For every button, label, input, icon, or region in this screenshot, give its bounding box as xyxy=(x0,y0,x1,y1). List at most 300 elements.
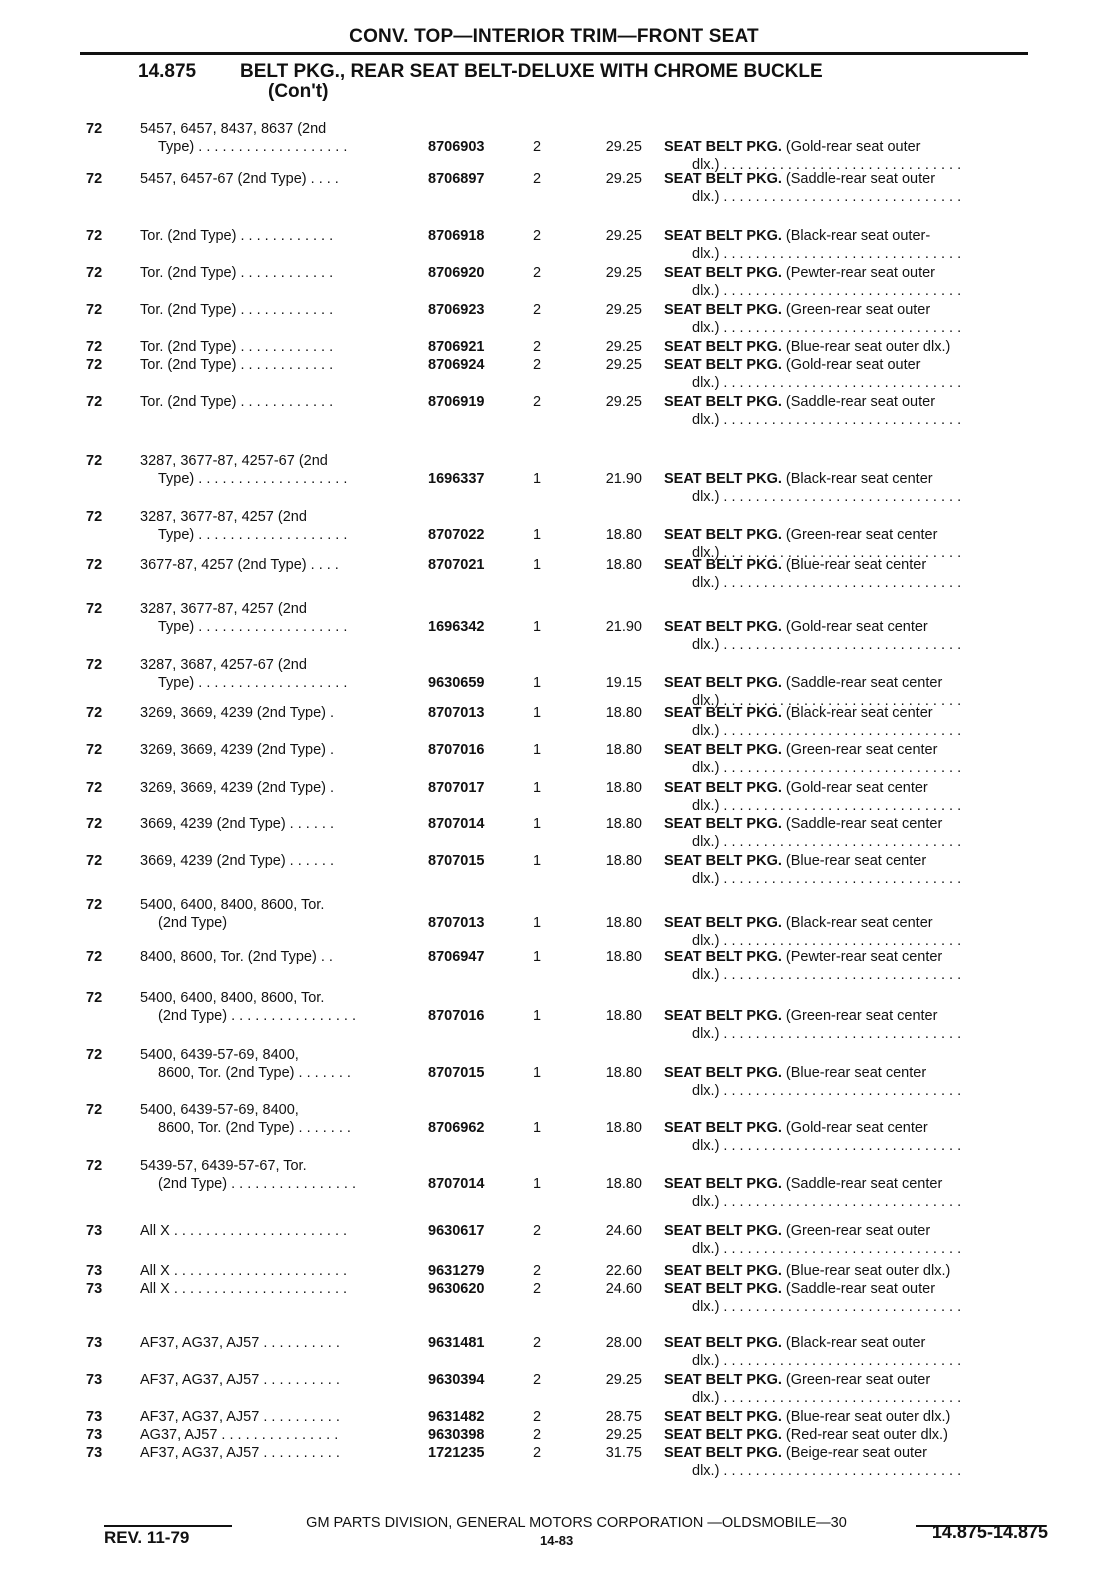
quantity: 1 xyxy=(533,1008,542,1024)
application-line1: Tor. (2nd Type) . . . . . . . . . . . . xyxy=(140,302,334,318)
part-number: 8706920 xyxy=(428,265,485,281)
quantity: 1 xyxy=(533,915,542,931)
description-cell xyxy=(664,470,1054,506)
part-number: 8707022 xyxy=(428,527,485,543)
application-line1: Tor. (2nd Type) . . . . . . . . . . . . xyxy=(140,228,334,244)
quantity: 1 xyxy=(533,705,542,721)
part-number: 8707016 xyxy=(428,1008,485,1024)
part-number: 9631279 xyxy=(428,1263,485,1279)
part-number: 8707013 xyxy=(428,705,485,721)
group-number: 72 xyxy=(86,657,103,673)
description-line2: dlx.) . . . . . . . . . . . . . . . . . . . . . . . . . . . . . . xyxy=(692,1138,962,1154)
group-number: 72 xyxy=(86,453,103,469)
group-number: 73 xyxy=(86,1223,103,1239)
part-number: 8706947 xyxy=(428,949,485,965)
application-line1: 5400, 6400, 8400, 8600, Tor. xyxy=(140,990,325,1006)
application-line2: Type) . . . . . . . . . . . . . . . . . . . xyxy=(158,675,348,691)
description-title: SEAT BELT PKG. xyxy=(664,780,782,796)
description-title: SEAT BELT PKG. xyxy=(664,1281,782,1297)
group-number: 73 xyxy=(86,1372,103,1388)
description-detail: (Gold-rear seat outer xyxy=(781,139,921,155)
description-title: SEAT BELT PKG. xyxy=(664,1176,782,1192)
section-continued: (Con't) xyxy=(268,81,329,102)
description-title: SEAT BELT PKG. xyxy=(664,1008,782,1024)
part-number: 8707021 xyxy=(428,557,485,573)
description-line2: dlx.) . . . . . . . . . . . . . . . . . . . . . . . . . . . . . . xyxy=(692,1299,962,1315)
application-cell xyxy=(140,301,416,319)
quantity: 1 xyxy=(533,675,542,691)
description-title: SEAT BELT PKG. xyxy=(664,1120,782,1136)
description-cell xyxy=(664,393,1054,429)
part-number: 9630617 xyxy=(428,1223,485,1239)
quantity: 1 xyxy=(533,1065,542,1081)
description-cell xyxy=(664,741,1054,777)
price: 29.25 xyxy=(605,302,642,318)
group-number: 73 xyxy=(86,1427,103,1443)
application-cell xyxy=(140,741,416,759)
description-title: SEAT BELT PKG. xyxy=(664,527,782,543)
application-cell xyxy=(140,1262,416,1280)
group-number: 72 xyxy=(86,339,103,355)
description-line2: dlx.) . . . . . . . . . . . . . . . . . . . . . . . . . . . . . . xyxy=(692,967,962,983)
description-detail: (Green-rear seat center xyxy=(781,1008,938,1024)
description-line2: dlx.) . . . . . . . . . . . . . . . . . . . . . . . . . . . . . . xyxy=(692,1194,962,1210)
part-number: 8707013 xyxy=(428,915,485,931)
description-cell xyxy=(664,1064,1054,1100)
group-number: 72 xyxy=(86,780,103,796)
application-cell xyxy=(140,896,416,932)
description-cell xyxy=(664,815,1054,851)
description-detail: (Saddle-rear seat outer xyxy=(781,1281,936,1297)
description-detail: (Black-rear seat outer- xyxy=(781,228,931,244)
description-line2: dlx.) . . . . . . . . . . . . . . . . . . . . . . . . . . . . . . xyxy=(692,1026,962,1042)
part-number: 9631481 xyxy=(428,1335,485,1351)
application-line1: 3287, 3677-87, 4257-67 (2nd xyxy=(140,453,328,469)
application-line1: Tor. (2nd Type) . . . . . . . . . . . . xyxy=(140,339,334,355)
price: 18.80 xyxy=(605,915,642,931)
quantity: 1 xyxy=(533,780,542,796)
description-cell xyxy=(664,556,1054,592)
group-number: 72 xyxy=(86,171,103,187)
quantity: 2 xyxy=(533,357,542,373)
application-cell xyxy=(140,600,416,636)
application-line1: 3669, 4239 (2nd Type) . . . . . . xyxy=(140,853,334,869)
description-title: SEAT BELT PKG. xyxy=(664,742,782,758)
quantity: 1 xyxy=(533,527,542,543)
application-line1: AF37, AG37, AJ57 . . . . . . . . . . xyxy=(140,1372,340,1388)
price: 24.60 xyxy=(605,1281,642,1297)
part-number: 1696337 xyxy=(428,471,485,487)
application-cell xyxy=(140,1371,416,1389)
application-line1: All X . . . . . . . . . . . . . . . . . . . . . . xyxy=(140,1281,348,1297)
description-cell xyxy=(664,338,1054,356)
quantity: 1 xyxy=(533,1176,542,1192)
group-number: 72 xyxy=(86,302,103,318)
application-line2: 8600, Tor. (2nd Type) . . . . . . . xyxy=(158,1120,351,1136)
part-number: 8707016 xyxy=(428,742,485,758)
description-detail: (Blue-rear seat outer dlx.) xyxy=(781,1409,951,1425)
description-title: SEAT BELT PKG. xyxy=(664,394,782,410)
application-line1: 5439-57, 6439-57-67, Tor. xyxy=(140,1158,307,1174)
description-title: SEAT BELT PKG. xyxy=(664,1335,782,1351)
application-line1: 3677-87, 4257 (2nd Type) . . . . xyxy=(140,557,339,573)
price: 21.90 xyxy=(605,619,642,635)
group-number: 72 xyxy=(86,897,103,913)
description-line2: dlx.) . . . . . . . . . . . . . . . . . . . . . . . . . . . . . . xyxy=(692,933,962,949)
price: 21.90 xyxy=(605,471,642,487)
description-detail: (Blue-rear seat outer dlx.) xyxy=(781,1263,951,1279)
description-title: SEAT BELT PKG. xyxy=(664,171,782,187)
price: 29.25 xyxy=(605,228,642,244)
description-line2: dlx.) . . . . . . . . . . . . . . . . . . . . . . . . . . . . . . xyxy=(692,798,962,814)
page-number: 14-83 xyxy=(540,1533,574,1548)
part-number: 8706924 xyxy=(428,357,485,373)
description-line2: dlx.) . . . . . . . . . . . . . . . . . . . . . . . . . . . . . . xyxy=(692,189,962,205)
group-number: 72 xyxy=(86,816,103,832)
description-line2: dlx.) . . . . . . . . . . . . . . . . . . . . . . . . . . . . . . xyxy=(692,375,962,391)
quantity: 1 xyxy=(533,471,542,487)
description-cell xyxy=(664,1175,1054,1211)
revision-date: REV. 11-79 xyxy=(104,1528,190,1547)
group-number: 72 xyxy=(86,1102,103,1118)
description-cell xyxy=(664,1119,1054,1155)
description-detail: (Red-rear seat outer dlx.) xyxy=(781,1427,948,1443)
part-number: 8706962 xyxy=(428,1120,485,1136)
description-detail: (Gold-rear seat outer xyxy=(781,357,921,373)
description-line2: dlx.) . . . . . . . . . . . . . . . . . . . . . . . . . . . . . . xyxy=(692,871,962,887)
price: 29.25 xyxy=(605,357,642,373)
group-number: 72 xyxy=(86,1158,103,1174)
part-number: 9630394 xyxy=(428,1372,485,1388)
group-number: 72 xyxy=(86,601,103,617)
description-line2: dlx.) . . . . . . . . . . . . . . . . . . . . . . . . . . . . . . xyxy=(692,760,962,776)
description-line2: dlx.) . . . . . . . . . . . . . . . . . . . . . . . . . . . . . . xyxy=(692,320,962,336)
group-number: 72 xyxy=(86,357,103,373)
application-line1: 3269, 3669, 4239 (2nd Type) . xyxy=(140,705,335,721)
application-line1: 5400, 6400, 8400, 8600, Tor. xyxy=(140,897,325,913)
description-cell xyxy=(664,1222,1054,1258)
quantity: 1 xyxy=(533,619,542,635)
quantity: 2 xyxy=(533,1409,542,1425)
price: 29.25 xyxy=(605,339,642,355)
price: 18.80 xyxy=(605,1176,642,1192)
quantity: 1 xyxy=(533,816,542,832)
description-title: SEAT BELT PKG. xyxy=(664,1427,782,1443)
header-title: CONV. TOP—INTERIOR TRIM—FRONT SEAT xyxy=(349,26,759,47)
group-number: 72 xyxy=(86,853,103,869)
description-line2: dlx.) . . . . . . . . . . . . . . . . . . . . . . . . . . . . . . xyxy=(692,545,962,561)
quantity: 1 xyxy=(533,1120,542,1136)
description-cell xyxy=(664,1280,1054,1316)
group-number: 72 xyxy=(86,990,103,1006)
price: 24.60 xyxy=(605,1223,642,1239)
price: 18.80 xyxy=(605,1065,642,1081)
description-line2: dlx.) . . . . . . . . . . . . . . . . . . . . . . . . . . . . . . xyxy=(692,283,962,299)
description-title: SEAT BELT PKG. xyxy=(664,705,782,721)
description-title: SEAT BELT PKG. xyxy=(664,1372,782,1388)
description-cell xyxy=(664,1262,1054,1280)
quantity: 2 xyxy=(533,1427,542,1443)
description-detail: (Beige-rear seat outer xyxy=(781,1445,927,1461)
application-line1: AG37, AJ57 . . . . . . . . . . . . . . . xyxy=(140,1427,339,1443)
part-number: 1696342 xyxy=(428,619,485,635)
description-detail: (Green-rear seat center xyxy=(781,742,938,758)
description-cell xyxy=(664,138,1054,174)
application-cell xyxy=(140,556,416,574)
application-line2: (2nd Type) . . . . . . . . . . . . . . . . xyxy=(158,1008,356,1024)
price: 29.25 xyxy=(605,171,642,187)
description-detail: (Saddle-rear seat outer xyxy=(781,171,936,187)
application-cell xyxy=(140,1280,416,1298)
description-cell xyxy=(664,852,1054,888)
application-cell xyxy=(140,1222,416,1240)
description-cell xyxy=(664,1444,1054,1480)
description-title: SEAT BELT PKG. xyxy=(664,357,782,373)
description-line2: dlx.) . . . . . . . . . . . . . . . . . . . . . . . . . . . . . . xyxy=(692,834,962,850)
description-title: SEAT BELT PKG. xyxy=(664,339,782,355)
application-line2: (2nd Type) xyxy=(158,915,228,931)
price: 29.25 xyxy=(605,265,642,281)
description-line2: dlx.) . . . . . . . . . . . . . . . . . . . . . . . . . . . . . . xyxy=(692,575,962,591)
application-line2: Type) . . . . . . . . . . . . . . . . . . . xyxy=(158,619,348,635)
application-cell xyxy=(140,779,416,797)
price: 29.25 xyxy=(605,394,642,410)
application-cell xyxy=(140,227,416,245)
description-cell xyxy=(664,779,1054,815)
description-line2: dlx.) . . . . . . . . . . . . . . . . . . . . . . . . . . . . . . xyxy=(692,1241,962,1257)
quantity: 2 xyxy=(533,1281,542,1297)
application-line1: 3269, 3669, 4239 (2nd Type) . xyxy=(140,780,335,796)
price: 18.80 xyxy=(605,853,642,869)
part-number: 8707015 xyxy=(428,1065,485,1081)
application-line1: AF37, AG37, AJ57 . . . . . . . . . . xyxy=(140,1335,340,1351)
description-detail: (Blue-rear seat center xyxy=(781,1065,927,1081)
price: 28.75 xyxy=(605,1409,642,1425)
description-detail: (Saddle-rear seat center xyxy=(781,675,943,691)
price: 18.80 xyxy=(605,557,642,573)
part-number: 9630659 xyxy=(428,675,485,691)
application-cell xyxy=(140,704,416,722)
group-number: 72 xyxy=(86,228,103,244)
description-detail: (Blue-rear seat center xyxy=(781,853,927,869)
application-cell xyxy=(140,1046,416,1082)
part-number: 8706903 xyxy=(428,139,485,155)
description-detail: (Black-rear seat center xyxy=(781,915,933,931)
description-title: SEAT BELT PKG. xyxy=(664,915,782,931)
description-line2: dlx.) . . . . . . . . . . . . . . . . . . . . . . . . . . . . . . xyxy=(692,723,962,739)
quantity: 2 xyxy=(533,1335,542,1351)
application-cell xyxy=(140,1426,416,1444)
quantity: 1 xyxy=(533,742,542,758)
application-line1: Tor. (2nd Type) . . . . . . . . . . . . xyxy=(140,357,334,373)
description-title: SEAT BELT PKG. xyxy=(664,619,782,635)
description-detail: (Blue-rear seat center xyxy=(781,557,927,573)
group-number: 72 xyxy=(86,557,103,573)
description-detail: (Saddle-rear seat center xyxy=(781,816,943,832)
part-number: 9630620 xyxy=(428,1281,485,1297)
price: 29.25 xyxy=(605,1427,642,1443)
application-line1: 3287, 3677-87, 4257 (2nd xyxy=(140,509,307,525)
group-number: 72 xyxy=(86,509,103,525)
application-cell xyxy=(140,452,416,488)
description-title: SEAT BELT PKG. xyxy=(664,949,782,965)
part-number: 8706923 xyxy=(428,302,485,318)
description-line2: dlx.) . . . . . . . . . . . . . . . . . . . . . . . . . . . . . . xyxy=(692,246,962,262)
description-line2: dlx.) . . . . . . . . . . . . . . . . . . . . . . . . . . . . . . xyxy=(692,157,962,173)
application-cell xyxy=(140,852,416,870)
price: 18.80 xyxy=(605,1008,642,1024)
description-title: SEAT BELT PKG. xyxy=(664,265,782,281)
description-detail: (Green-rear seat outer xyxy=(781,1372,931,1388)
quantity: 2 xyxy=(533,394,542,410)
description-cell xyxy=(664,1007,1054,1043)
description-cell xyxy=(664,948,1054,984)
quantity: 2 xyxy=(533,1372,542,1388)
application-line1: 5457, 6457, 8437, 8637 (2nd xyxy=(140,121,327,137)
application-line1: 8400, 8600, Tor. (2nd Type) . . xyxy=(140,949,333,965)
quantity: 1 xyxy=(533,949,542,965)
application-cell xyxy=(140,1157,416,1193)
price: 28.00 xyxy=(605,1335,642,1351)
price: 19.15 xyxy=(605,675,642,691)
application-line1: 3287, 3677-87, 4257 (2nd xyxy=(140,601,307,617)
application-cell xyxy=(140,1101,416,1137)
description-detail: (Blue-rear seat outer dlx.) xyxy=(781,339,951,355)
price: 18.80 xyxy=(605,705,642,721)
price: 18.80 xyxy=(605,742,642,758)
application-cell xyxy=(140,264,416,282)
part-number: 8707017 xyxy=(428,780,485,796)
description-cell xyxy=(664,1371,1054,1407)
description-title: SEAT BELT PKG. xyxy=(664,302,782,318)
application-line1: 3269, 3669, 4239 (2nd Type) . xyxy=(140,742,335,758)
description-line2: dlx.) . . . . . . . . . . . . . . . . . . . . . . . . . . . . . . xyxy=(692,1083,962,1099)
description-detail: (Black-rear seat center xyxy=(781,705,933,721)
quantity: 1 xyxy=(533,853,542,869)
quantity: 2 xyxy=(533,265,542,281)
application-line2: (2nd Type) . . . . . . . . . . . . . . . . xyxy=(158,1176,356,1192)
description-detail: (Saddle-rear seat center xyxy=(781,1176,943,1192)
description-detail: (Green-rear seat outer xyxy=(781,302,931,318)
description-detail: (Black-rear seat outer xyxy=(781,1335,926,1351)
application-line1: 5400, 6439-57-69, 8400, xyxy=(140,1102,299,1118)
description-detail: (Saddle-rear seat outer xyxy=(781,394,936,410)
application-line1: All X . . . . . . . . . . . . . . . . . . . . . . xyxy=(140,1223,348,1239)
application-cell xyxy=(140,1408,416,1426)
description-title: SEAT BELT PKG. xyxy=(664,139,782,155)
description-detail: (Green-rear seat center xyxy=(781,527,938,543)
application-cell xyxy=(140,1334,416,1352)
description-line2: dlx.) . . . . . . . . . . . . . . . . . . . . . . . . . . . . . . xyxy=(692,1353,962,1369)
application-line2: Type) . . . . . . . . . . . . . . . . . . . xyxy=(158,527,348,543)
application-line2: 8600, Tor. (2nd Type) . . . . . . . xyxy=(158,1065,351,1081)
description-cell xyxy=(664,914,1054,950)
price: 18.80 xyxy=(605,949,642,965)
application-cell xyxy=(140,393,416,411)
group-number: 73 xyxy=(86,1445,103,1461)
application-line1: Tor. (2nd Type) . . . . . . . . . . . . xyxy=(140,394,334,410)
application-line1: Tor. (2nd Type) . . . . . . . . . . . . xyxy=(140,265,334,281)
application-cell xyxy=(140,656,416,692)
description-cell xyxy=(664,704,1054,740)
application-line1: 3287, 3687, 4257-67 (2nd xyxy=(140,657,307,673)
description-line2: dlx.) . . . . . . . . . . . . . . . . . . . . . . . . . . . . . . xyxy=(692,693,962,709)
description-title: SEAT BELT PKG. xyxy=(664,557,782,573)
description-line2: dlx.) . . . . . . . . . . . . . . . . . . . . . . . . . . . . . . xyxy=(692,489,962,505)
application-line1: AF37, AG37, AJ57 . . . . . . . . . . xyxy=(140,1445,340,1461)
application-line2: Type) . . . . . . . . . . . . . . . . . . . xyxy=(158,139,348,155)
price: 18.80 xyxy=(605,780,642,796)
description-title: SEAT BELT PKG. xyxy=(664,853,782,869)
application-cell xyxy=(140,120,416,156)
group-number: 72 xyxy=(86,949,103,965)
group-number: 72 xyxy=(86,705,103,721)
description-title: SEAT BELT PKG. xyxy=(664,1409,782,1425)
price: 18.80 xyxy=(605,1120,642,1136)
description-detail: (Gold-rear seat center xyxy=(781,780,928,796)
section-range: 14.875-14.875 xyxy=(931,1522,1048,1542)
part-number: 8707015 xyxy=(428,853,485,869)
group-number: 72 xyxy=(86,742,103,758)
price: 31.75 xyxy=(605,1445,642,1461)
section-number: 14.875 xyxy=(138,61,197,82)
description-cell xyxy=(664,264,1054,300)
description-cell xyxy=(664,1426,1054,1444)
quantity: 2 xyxy=(533,1445,542,1461)
application-cell xyxy=(140,356,416,374)
description-detail: (Black-rear seat center xyxy=(781,471,933,487)
group-number: 73 xyxy=(86,1335,103,1351)
description-line2: dlx.) . . . . . . . . . . . . . . . . . . . . . . . . . . . . . . xyxy=(692,637,962,653)
price: 22.60 xyxy=(605,1263,642,1279)
description-title: SEAT BELT PKG. xyxy=(664,1223,782,1239)
quantity: 2 xyxy=(533,339,542,355)
quantity: 1 xyxy=(533,557,542,573)
description-title: SEAT BELT PKG. xyxy=(664,1263,782,1279)
description-title: SEAT BELT PKG. xyxy=(664,1065,782,1081)
quantity: 2 xyxy=(533,228,542,244)
price: 18.80 xyxy=(605,816,642,832)
section-title: BELT PKG., REAR SEAT BELT-DELUXE WITH CHROME BUCKLE xyxy=(240,61,823,82)
application-line1: All X . . . . . . . . . . . . . . . . . . . . . . xyxy=(140,1263,348,1279)
price: 29.25 xyxy=(605,1372,642,1388)
application-cell xyxy=(140,1444,416,1462)
application-cell xyxy=(140,170,416,188)
description-line2: dlx.) . . . . . . . . . . . . . . . . . . . . . . . . . . . . . . xyxy=(692,1463,962,1479)
description-cell xyxy=(664,1408,1054,1426)
part-number: 1721235 xyxy=(428,1445,485,1461)
description-cell xyxy=(664,618,1054,654)
description-detail: (Gold-rear seat center xyxy=(781,1120,928,1136)
application-cell xyxy=(140,508,416,544)
part-number: 9630398 xyxy=(428,1427,485,1443)
part-number: 8707014 xyxy=(428,816,485,832)
quantity: 2 xyxy=(533,1223,542,1239)
description-detail: (Pewter-rear seat center xyxy=(781,949,943,965)
application-line1: AF37, AG37, AJ57 . . . . . . . . . . xyxy=(140,1409,340,1425)
application-cell xyxy=(140,948,416,966)
group-number: 73 xyxy=(86,1263,103,1279)
description-detail: (Green-rear seat outer xyxy=(781,1223,931,1239)
description-title: SEAT BELT PKG. xyxy=(664,228,782,244)
description-detail: (Gold-rear seat center xyxy=(781,619,928,635)
quantity: 2 xyxy=(533,139,542,155)
part-number: 8707014 xyxy=(428,1176,485,1192)
description-cell xyxy=(664,356,1054,392)
description-title: SEAT BELT PKG. xyxy=(664,1445,782,1461)
application-line1: 3669, 4239 (2nd Type) . . . . . . xyxy=(140,816,334,832)
part-number: 8706919 xyxy=(428,394,485,410)
